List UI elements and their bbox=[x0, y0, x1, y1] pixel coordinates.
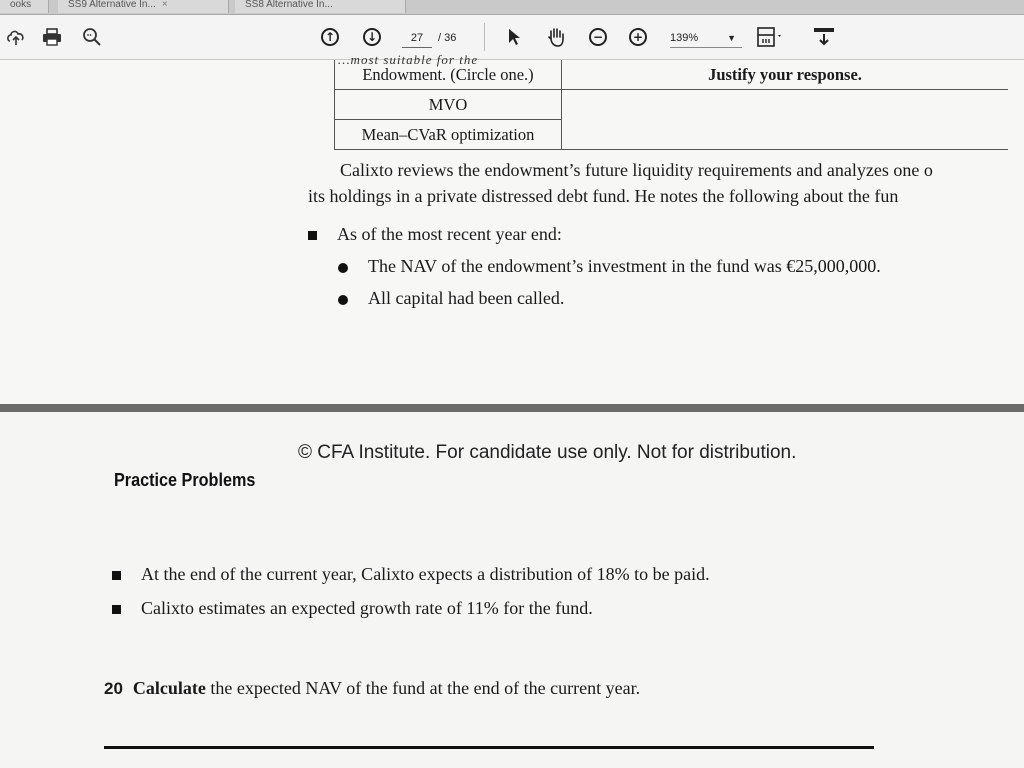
fit-page-icon[interactable] bbox=[758, 25, 782, 49]
zoom-select[interactable] bbox=[670, 29, 742, 48]
tab-label: SS9 Alternative In... bbox=[68, 0, 156, 10]
tab-label: SS8 Alternative In... bbox=[245, 0, 333, 10]
list-item-text: Calixto estimates an expected growth rate of 11% for the fund. bbox=[141, 598, 593, 618]
document-page-next bbox=[0, 412, 1024, 768]
tab-ss8[interactable] bbox=[235, 0, 406, 13]
table-cell-justification[interactable] bbox=[562, 90, 1009, 150]
list-item bbox=[308, 224, 562, 245]
page-divider bbox=[0, 404, 1024, 412]
copyright-notice: © CFA Institute. For candidate use only. Not for distribution. bbox=[298, 442, 797, 463]
tab-ss9[interactable] bbox=[58, 0, 229, 13]
question-text: the expected NAV of the fund at the end of the current year. bbox=[205, 678, 641, 698]
zoom-value: 139% bbox=[670, 32, 699, 44]
list-item-text: As of the most recent year end: bbox=[337, 224, 562, 244]
dot-bullet-icon bbox=[338, 295, 348, 305]
page-down-icon[interactable]: ↓ bbox=[360, 25, 384, 49]
paragraph-line: Calixto reviews the endowment’s future liquidity requirements and analyzes one o bbox=[340, 160, 933, 180]
list-item-text: At the end of the current year, Calixto expects a distribution of 18% to be paid. bbox=[141, 564, 710, 584]
question-verb: Calculate bbox=[132, 678, 206, 698]
table-row bbox=[335, 60, 1009, 90]
search-zoom-icon[interactable] bbox=[80, 25, 104, 49]
tab-label: ooks bbox=[10, 0, 32, 10]
tab-books[interactable] bbox=[0, 0, 49, 13]
share-icon[interactable] bbox=[4, 25, 28, 49]
print-icon[interactable] bbox=[40, 25, 64, 49]
question bbox=[104, 678, 640, 699]
hand-tool-icon[interactable] bbox=[544, 25, 568, 49]
select-cursor-icon[interactable] bbox=[502, 25, 526, 49]
toolbar-divider bbox=[484, 23, 485, 51]
list-item-text: All capital had been called. bbox=[368, 288, 565, 308]
table-cell: Mean–CVaR optimization bbox=[335, 120, 562, 150]
response-table bbox=[334, 60, 1008, 150]
question-number: 20 bbox=[104, 679, 123, 698]
list-item bbox=[338, 288, 564, 309]
list-item bbox=[112, 598, 593, 619]
list-item-text: The NAV of the endowment’s investment in the fund was €25,000,000. bbox=[368, 256, 881, 276]
page-total: / 36 bbox=[438, 32, 457, 44]
square-bullet-icon bbox=[112, 605, 121, 614]
page-up-icon[interactable]: ↑ bbox=[318, 25, 342, 49]
list-item bbox=[112, 564, 710, 585]
zoom-in-icon[interactable]: + bbox=[626, 25, 650, 49]
close-icon[interactable]: × bbox=[161, 0, 168, 10]
scroll-mode-icon[interactable] bbox=[812, 25, 836, 49]
square-bullet-icon bbox=[308, 231, 317, 240]
table-header-cell: Endowment. (Circle one.) bbox=[335, 60, 562, 90]
zoom-out-icon[interactable]: − bbox=[586, 25, 610, 49]
cut-off-heading: …most suitable for the bbox=[338, 52, 479, 67]
section-heading: Practice Problems bbox=[114, 470, 256, 490]
chevron-down-icon: ▼ bbox=[727, 33, 736, 43]
document-page bbox=[0, 52, 1024, 406]
square-bullet-icon bbox=[112, 571, 121, 580]
page-number-input[interactable]: 27 bbox=[402, 29, 432, 48]
dot-bullet-icon bbox=[338, 263, 348, 273]
paragraph-line: its holdings in a private distressed debt fund. He notes the following about the fun bbox=[308, 186, 899, 206]
pdf-toolbar bbox=[0, 15, 1024, 60]
answer-rule bbox=[104, 746, 874, 749]
table-row bbox=[335, 90, 1009, 120]
table-header-cell: Justify your response. bbox=[562, 60, 1009, 90]
list-item bbox=[338, 256, 881, 277]
table-cell: MVO bbox=[335, 90, 562, 120]
tab-strip bbox=[0, 0, 1024, 15]
